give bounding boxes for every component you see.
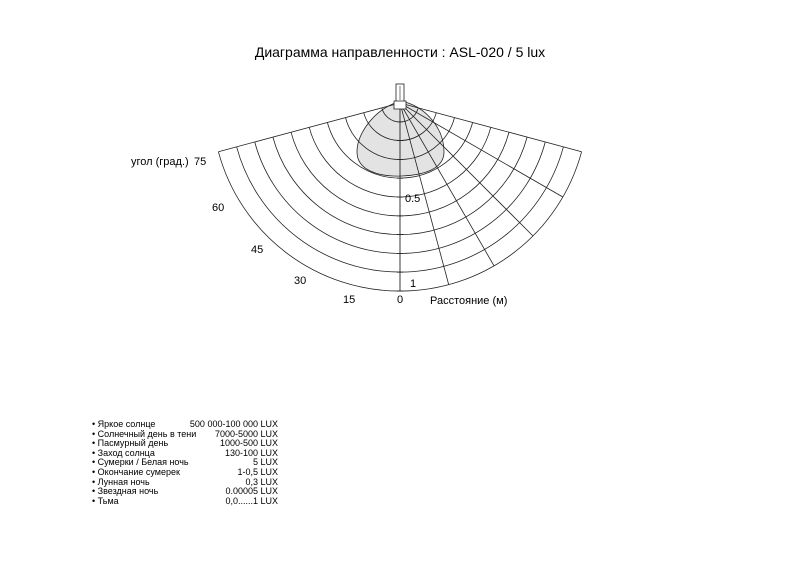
angle-label-0: 0 <box>397 294 404 306</box>
detection-lobe <box>357 102 444 176</box>
legend-lux-value: 1-0,5 LUX <box>237 466 278 477</box>
distance-label-1: 1 <box>410 278 417 290</box>
distance-label-0-5: 0.5 <box>405 193 421 205</box>
legend-lux-value: 130-100 LUX <box>224 447 278 458</box>
legend-condition: • Солнечный день в тени <box>92 428 197 439</box>
legend-row <box>92 497 278 507</box>
legend-lux-value: 5 LUX <box>252 457 278 468</box>
angle-label-60: 60 <box>212 202 225 214</box>
angle-label-15: 15 <box>343 294 356 306</box>
legend-lux-value: 1000-500 LUX <box>219 438 278 449</box>
legend-condition: • Сумерки / Белая ночь <box>92 457 189 468</box>
legend-condition: • Звездная ночь <box>92 486 159 497</box>
legend-condition: • Пасмурный день <box>92 438 169 449</box>
legend-lux-value: 0.00005 LUX <box>225 486 278 497</box>
legend-condition: • Яркое солнце <box>92 419 156 429</box>
distance-axis-title: Расстояние (м) <box>430 295 508 307</box>
diagram-title: Диаграмма направленности : ASL-020 / 5 lux <box>254 44 546 60</box>
legend-condition: • Окончание сумерек <box>92 466 180 477</box>
angle-label-45: 45 <box>251 244 264 256</box>
legend-condition: • Лунная ночь <box>92 476 150 487</box>
angle-label-75: 75 <box>194 156 207 168</box>
legend-condition: • Заход солнца <box>92 447 155 458</box>
legend-lux-value: 500 000-100 000 LUX <box>189 419 278 429</box>
angle-label-30: 30 <box>294 275 307 287</box>
legend-lux-value: 7000-5000 LUX <box>214 428 278 439</box>
legend-lux-value: 0,0......1 LUX <box>225 495 278 506</box>
illuminance-legend <box>92 420 278 506</box>
sensor-icon <box>394 84 406 109</box>
angle-axis-title: угол (град.) <box>131 156 189 168</box>
legend-condition: • Тьма <box>92 495 119 506</box>
angle-ray <box>400 103 494 266</box>
legend-lux-value: 0,3 LUX <box>245 476 278 487</box>
